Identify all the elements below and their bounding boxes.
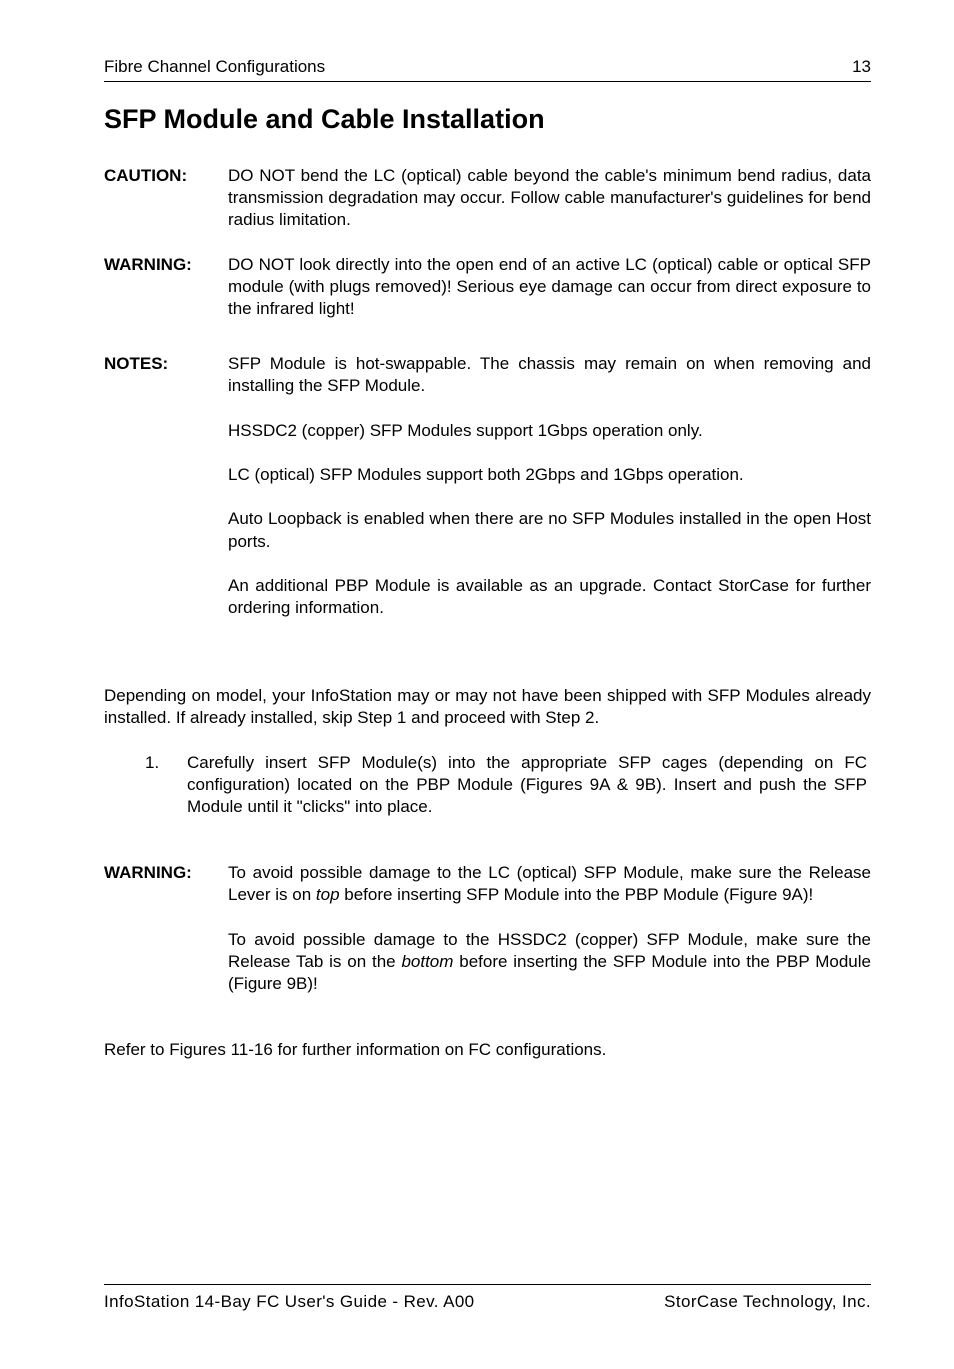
step-text: Carefully insert SFP Module(s) into the appropriate SFP cages (depending on FC configuration) located on the PBP Module (Figures 9A & 9B). Insert and push the SFP Module until it "clicks" into place. [187, 753, 867, 817]
warning-text-part: before inserting SFP Module into the PBP Module (Figure 9A)! [339, 885, 814, 905]
running-footer [104, 1292, 871, 1314]
note-item: LC (optical) SFP Modules support both 2Gbps and 1Gbps operation. [228, 464, 744, 484]
note-item: SFP Module is hot-swappable. The chassis may remain on when removing and installing the SFP Module. [228, 354, 871, 396]
warning-emphasis: bottom [401, 951, 454, 971]
caution-body [228, 165, 871, 232]
running-header [104, 57, 871, 79]
note-item: Auto Loopback is enabled when there are no SFP Modules installed in the open Host ports. [228, 509, 871, 551]
warning-text: DO NOT look directly into the open end of an active LC (optical) cable or optical SFP module (with plugs removed)! Serious eye damage can occur from direct exposure to the infrared light! [228, 255, 871, 319]
footer-divider [104, 1284, 871, 1285]
note-item: An additional PBP Module is available as an upgrade. Contact StorCase for further ordering information. [228, 575, 871, 618]
page-title: SFP Module and Cable Installation [104, 104, 545, 134]
warning-text-part: To avoid possible damage to the HSSDC2 (copper) SFP Module, make sure the Release Tab is on the [228, 929, 871, 971]
notes-body [228, 353, 871, 619]
warning-text-part: To avoid possible damage to the LC (optical) SFP Module, make sure the Release Lever is on [228, 863, 871, 905]
note-item: HSSDC2 (copper) SFP Modules support 1Gbps operation only. [228, 420, 703, 440]
caution-text: DO NOT bend the LC (optical) cable beyond the cable's minimum bend radius, data transmission degradation may occur. Follow cable manufacturer's guidelines for bend radius limitation. [228, 166, 871, 230]
intro-paragraph: Depending on model, your InfoStation may or may not have been shipped with SFP Modules already installed. If already installed, skip Step 1 and proceed with Step 2. [104, 686, 871, 728]
warning-text-part: before inserting the SFP Module into the PBP Module (Figure 9B)! [228, 951, 871, 993]
step-body [187, 752, 867, 819]
refer-paragraph-block [104, 1039, 871, 1061]
warning-paragraph-hssdc2 [228, 929, 871, 996]
step-number: 1. [145, 753, 160, 772]
page-number: 13 [852, 57, 871, 76]
warning-label: WARNING: [104, 255, 192, 274]
header-section-title: Fibre Channel Configurations [104, 57, 326, 76]
intro-paragraph-block [104, 685, 871, 729]
caution-label: CAUTION: [104, 166, 188, 185]
document-page [104, 0, 871, 1369]
footer-document-title: InfoStation 14-Bay FC User's Guide - Rev. A00 [104, 1292, 475, 1311]
header-divider [104, 81, 871, 82]
refer-paragraph: Refer to Figures 11-16 for further information on FC configurations. [104, 1040, 607, 1059]
warning-paragraph-lc [228, 862, 871, 906]
warning-body [228, 862, 871, 995]
notes-label: NOTES: [104, 354, 169, 373]
warning-body [228, 254, 871, 321]
warning-emphasis: top [315, 885, 340, 905]
warning-label: WARNING: [104, 863, 192, 882]
footer-company: StorCase Technology, Inc. [664, 1292, 871, 1311]
